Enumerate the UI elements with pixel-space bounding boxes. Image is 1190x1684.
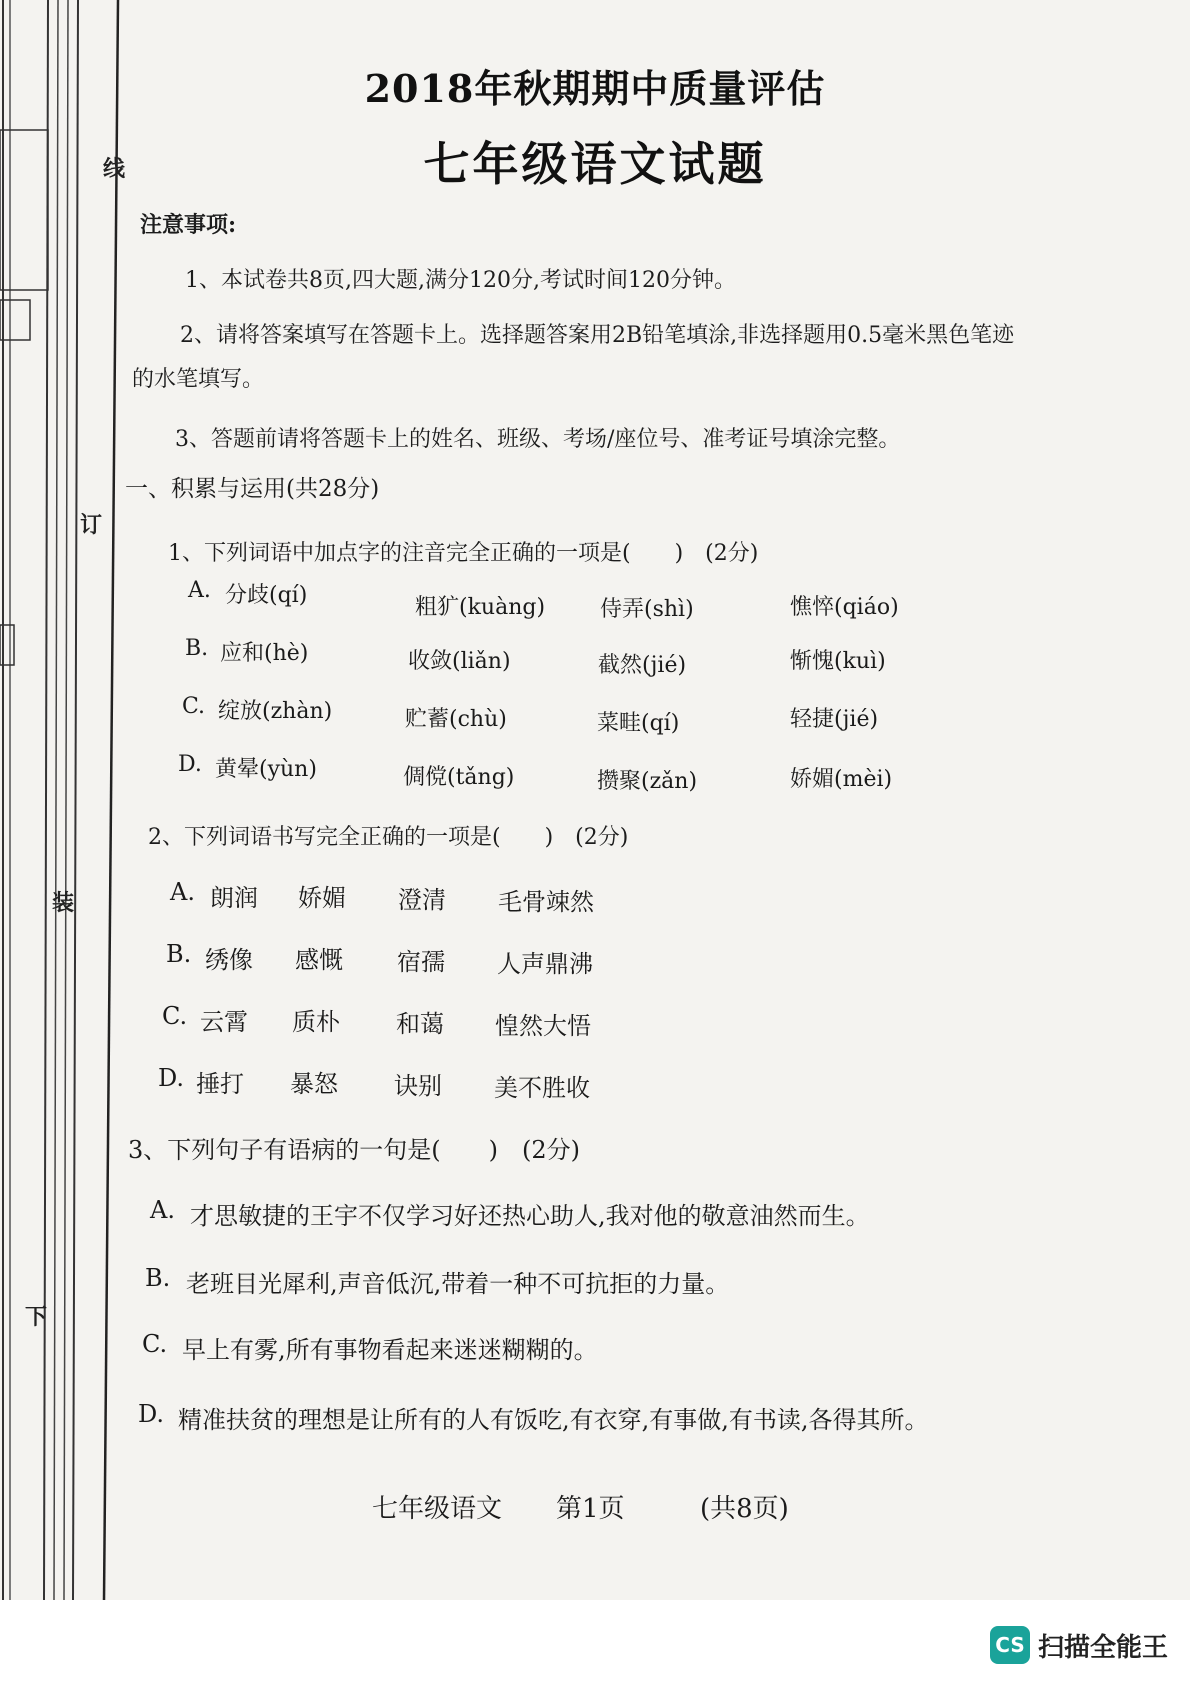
q2-option-item: 宿孺: [397, 948, 445, 976]
scanner-watermark: [990, 1625, 1168, 1665]
q1-option-item: 分歧(qí): [225, 583, 308, 608]
q1-option-item: 绽放(zhàn): [218, 699, 333, 724]
q1-option-item: 轻捷(jié): [790, 707, 879, 732]
q1-option-item: 菜畦(qí): [597, 711, 680, 736]
q2-option-label: A.: [170, 878, 195, 906]
q1-option-item: 黄晕(yùn): [215, 757, 317, 782]
q2-option-item: 毛骨竦然: [498, 888, 594, 916]
q1-option-item: 收敛(liǎn): [408, 649, 511, 674]
q2-option-item: 娇媚: [298, 884, 346, 912]
footer-subject: 七年级语文: [372, 1494, 503, 1524]
q2-option-item: 暴怒: [290, 1070, 338, 1098]
q1-option-label: B.: [185, 636, 209, 661]
q1-option-item: 粗犷(kuàng): [415, 595, 546, 620]
scanner-logo-icon: CS: [990, 1626, 1030, 1664]
q2-option-item: 澄清: [398, 886, 446, 914]
footer-page-number: 第1页: [556, 1494, 625, 1524]
binding-mark-bind: 装: [52, 891, 75, 916]
q2-option-item: 惶然大悟: [495, 1012, 591, 1040]
q3-option-label: A.: [150, 1196, 175, 1224]
notice-heading: 注意事项:: [140, 212, 237, 238]
q3-option-text: 早上有雾,所有事物看起来迷迷糊糊的。: [182, 1336, 598, 1364]
q2-option-item: 朗润: [210, 884, 258, 912]
q3-option-text: 才思敏捷的王宇不仅学习好还热心助人,我对他的敬意油然而生。: [190, 1202, 870, 1230]
q1-option-item: 截然(jié): [598, 653, 687, 678]
q3-stem: 3、下列句子有语病的一句是( ) (2分): [128, 1136, 580, 1164]
q1-option-label: D.: [178, 752, 202, 777]
notice-3: 3、答题前请将答题卡上的姓名、班级、考场/座位号、准考证号填涂完整。: [175, 427, 901, 452]
binding-mark-order: 订: [80, 513, 103, 538]
exam-title-main: 2018年秋期期中质量评估: [364, 66, 826, 111]
q1-option-item: 攒聚(zǎn): [597, 769, 698, 794]
q3-option-text: 精准扶贫的理想是让所有的人有饭吃,有衣穿,有事做,有书读,各得其所。: [178, 1406, 929, 1434]
q2-option-item: 美不胜收: [494, 1074, 590, 1102]
binding-mark-line: 线: [103, 157, 126, 182]
q2-option-label: D.: [158, 1064, 185, 1092]
q1-option-label: C.: [182, 694, 206, 719]
q2-option-item: 诀别: [394, 1072, 442, 1100]
q2-option-item: 云霄: [200, 1008, 248, 1036]
exam-title-sub: 七年级语文试题: [423, 137, 767, 191]
q2-option-item: 绣像: [205, 946, 253, 974]
q1-option-label: A.: [188, 578, 211, 603]
q2-stem: 2、下列词语书写完全正确的一项是( ) (2分): [148, 825, 629, 850]
section-1-title: 一、积累与运用(共28分): [125, 476, 380, 502]
q1-option-item: 倜傥(tǎng): [403, 765, 515, 790]
q1-option-item: 贮蓄(chù): [405, 707, 507, 732]
footer-total-pages: (共8页): [700, 1494, 789, 1524]
q1-stem: 1、下列词语中加点字的注音完全正确的一项是( ) (2分): [168, 541, 759, 566]
q2-option-label: B.: [166, 940, 192, 968]
notice-2-cont: 的水笔填写。: [132, 367, 265, 392]
q2-option-item: 感慨: [295, 946, 343, 974]
scanner-logo-text: 扫描全能王: [1038, 1632, 1169, 1663]
q3-option-label: B.: [145, 1264, 171, 1292]
q1-option-item: 侍弄(shì): [600, 597, 694, 622]
notice-1: 1、本试卷共8页,四大题,满分120分,考试时间120分钟。: [185, 268, 736, 293]
q2-option-item: 捶打: [196, 1070, 244, 1098]
q1-option-item: 娇媚(mèi): [790, 767, 893, 792]
q3-option-text: 老班目光犀利,声音低沉,带着一种不可抗拒的力量。: [186, 1270, 730, 1298]
q1-option-item: 应和(hè): [220, 641, 309, 666]
q2-option-item: 和蔼: [396, 1010, 444, 1038]
q1-option-item: 惭愧(kuì): [790, 649, 886, 674]
q2-option-item: 质朴: [292, 1008, 340, 1036]
q3-option-label: D.: [138, 1400, 165, 1428]
binding-mark-below: 下: [25, 1305, 48, 1330]
notice-2: 2、请将答案填写在答题卡上。选择题答案用2B铅笔填涂,非选择题用0.5毫米黑色笔迹: [180, 323, 1015, 348]
binding-lines: [0, 0, 140, 1600]
q2-option-label: C.: [162, 1002, 188, 1030]
q3-option-label: C.: [142, 1330, 168, 1358]
q2-option-item: 人声鼎沸: [497, 950, 593, 978]
binding-margin: [0, 0, 140, 1600]
q1-option-item: 憔悴(qiáo): [790, 595, 899, 620]
